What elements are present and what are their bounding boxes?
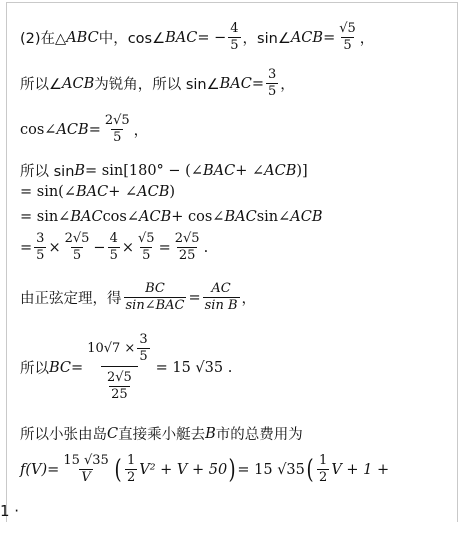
text: ， (241, 291, 257, 308)
line-5 (20, 184, 175, 200)
text: C (107, 425, 119, 442)
fraction (34, 232, 46, 264)
numerator: 3 (139, 332, 148, 347)
fraction (63, 232, 92, 264)
text: BAC (165, 29, 198, 46)
denominator: sin∠BAC (125, 298, 185, 314)
line-9 (20, 333, 232, 402)
text: (V) (25, 461, 48, 478)
denominator: V (81, 470, 91, 486)
text: (2)在△ (20, 31, 67, 48)
text: B (74, 162, 86, 179)
text: cos∠ (102, 209, 140, 225)
numerator: 4 (109, 231, 118, 246)
text: = (47, 461, 60, 478)
text: V + 1 + (331, 461, 390, 478)
page-footer: 1 · (0, 502, 20, 520)
numerator: 2√5 (64, 231, 90, 246)
line-8 (20, 282, 256, 314)
text: 由正弦定理，得 (20, 291, 122, 308)
text: = (188, 289, 201, 306)
text: BC (49, 359, 72, 376)
fraction (337, 22, 358, 54)
numerator: 2√5 (106, 369, 132, 385)
numerator: AC (211, 281, 231, 296)
denominator (101, 366, 138, 403)
text: ABC (66, 29, 99, 46)
text: 10√7 × (87, 340, 136, 356)
denominator: 2 (126, 470, 136, 486)
text: 市的总费用为 (215, 427, 303, 443)
text: = − (197, 29, 227, 46)
text: B (205, 425, 216, 442)
text: )] (296, 162, 308, 179)
text: = (88, 121, 101, 138)
left-paren: ( (306, 454, 314, 485)
numerator: 2√5 (104, 113, 130, 128)
numerator: 1 (319, 453, 328, 468)
text: f (20, 461, 26, 478)
line-4 (20, 160, 308, 181)
text: . (203, 239, 209, 256)
text: ACB (56, 121, 89, 138)
denominator: 25 (111, 386, 128, 402)
text: ACB (290, 209, 323, 225)
denominator: 5 (36, 248, 45, 264)
fraction (317, 454, 329, 486)
text: sin∠ (256, 209, 291, 225)
text: − (93, 239, 106, 256)
text: V² + V + 50 (139, 461, 228, 478)
text: = (323, 29, 336, 46)
numerator: 15 √35 (63, 453, 109, 468)
numerator (85, 333, 153, 366)
numerator: 2√5 (174, 231, 200, 246)
denominator: 5 (343, 38, 352, 54)
text: ACB (290, 29, 324, 46)
text: BAC (75, 184, 109, 200)
fraction (105, 371, 134, 403)
text: + ∠ (108, 184, 138, 200)
text: = sin[180° − (∠ (85, 162, 203, 179)
numerator: 4 (230, 21, 239, 36)
text: BAC (202, 162, 236, 179)
denominator: 2 (319, 470, 328, 486)
numerator: √5 (339, 21, 356, 36)
denominator: 5 (230, 38, 239, 54)
fraction (173, 232, 202, 264)
fraction (125, 454, 137, 486)
text: = 15 √35 (237, 461, 305, 478)
numerator: BC (145, 281, 165, 296)
text: BAC (70, 209, 103, 225)
line-3 (20, 114, 148, 146)
line-11 (20, 454, 389, 486)
denominator: 5 (113, 130, 122, 146)
text: ACB (264, 162, 297, 179)
fraction (61, 454, 111, 486)
text: 为锐角，所以 sin∠ (94, 77, 220, 94)
fraction (108, 232, 120, 264)
right-paren: ) (228, 454, 236, 485)
text: 中，cos∠ (98, 31, 166, 48)
text: 所以 (20, 361, 49, 378)
denominator: 5 (268, 84, 277, 100)
numerator: 3 (36, 231, 45, 246)
denominator: 5 (72, 248, 82, 264)
text: ACB (62, 75, 95, 92)
text: = sin(∠ (20, 184, 76, 200)
line-2 (20, 68, 295, 100)
fraction (266, 68, 278, 100)
text: ACB (139, 209, 172, 225)
numerator: √5 (138, 231, 155, 246)
line-6 (20, 209, 323, 225)
text: × (48, 239, 61, 256)
text: cos∠ (20, 121, 57, 138)
text: ACB (137, 184, 170, 200)
text: = (71, 359, 84, 376)
numerator: 1 (126, 453, 136, 468)
text: = 15 √35 . (155, 359, 233, 376)
denominator: 5 (139, 349, 148, 365)
text: ) (169, 184, 176, 200)
text: 所以小张由岛 (20, 427, 107, 443)
text: ， (359, 31, 375, 48)
text: = (20, 239, 33, 256)
text: ，sin∠ (242, 31, 291, 48)
numerator: 3 (268, 67, 277, 82)
fraction (136, 232, 157, 264)
text: 所以∠ (20, 77, 62, 94)
text: 所以 sin (20, 164, 75, 180)
left-paren: ( (114, 454, 122, 485)
line-1 (20, 22, 374, 54)
line-10 (20, 423, 303, 444)
fraction (124, 282, 187, 314)
text: + cos∠ (171, 209, 225, 225)
compound-fraction (85, 333, 153, 402)
denominator: 5 (109, 248, 118, 264)
fraction (137, 333, 149, 365)
text: = (251, 75, 265, 92)
line-7 (20, 232, 208, 264)
text: = (158, 239, 171, 256)
fraction (203, 282, 240, 314)
text: ， (280, 77, 295, 94)
text: 直接乘小艇去 (118, 427, 206, 443)
fraction (103, 114, 132, 146)
text: BAC (224, 209, 257, 225)
denominator: 5 (142, 248, 151, 264)
text: = sin∠ (20, 209, 71, 225)
denominator: sin B (204, 298, 238, 314)
text: × (121, 239, 135, 256)
text: BAC (219, 75, 252, 92)
fraction (228, 22, 240, 54)
text: + ∠ (235, 162, 265, 179)
denominator: 25 (178, 248, 196, 264)
text: ， (133, 123, 149, 140)
